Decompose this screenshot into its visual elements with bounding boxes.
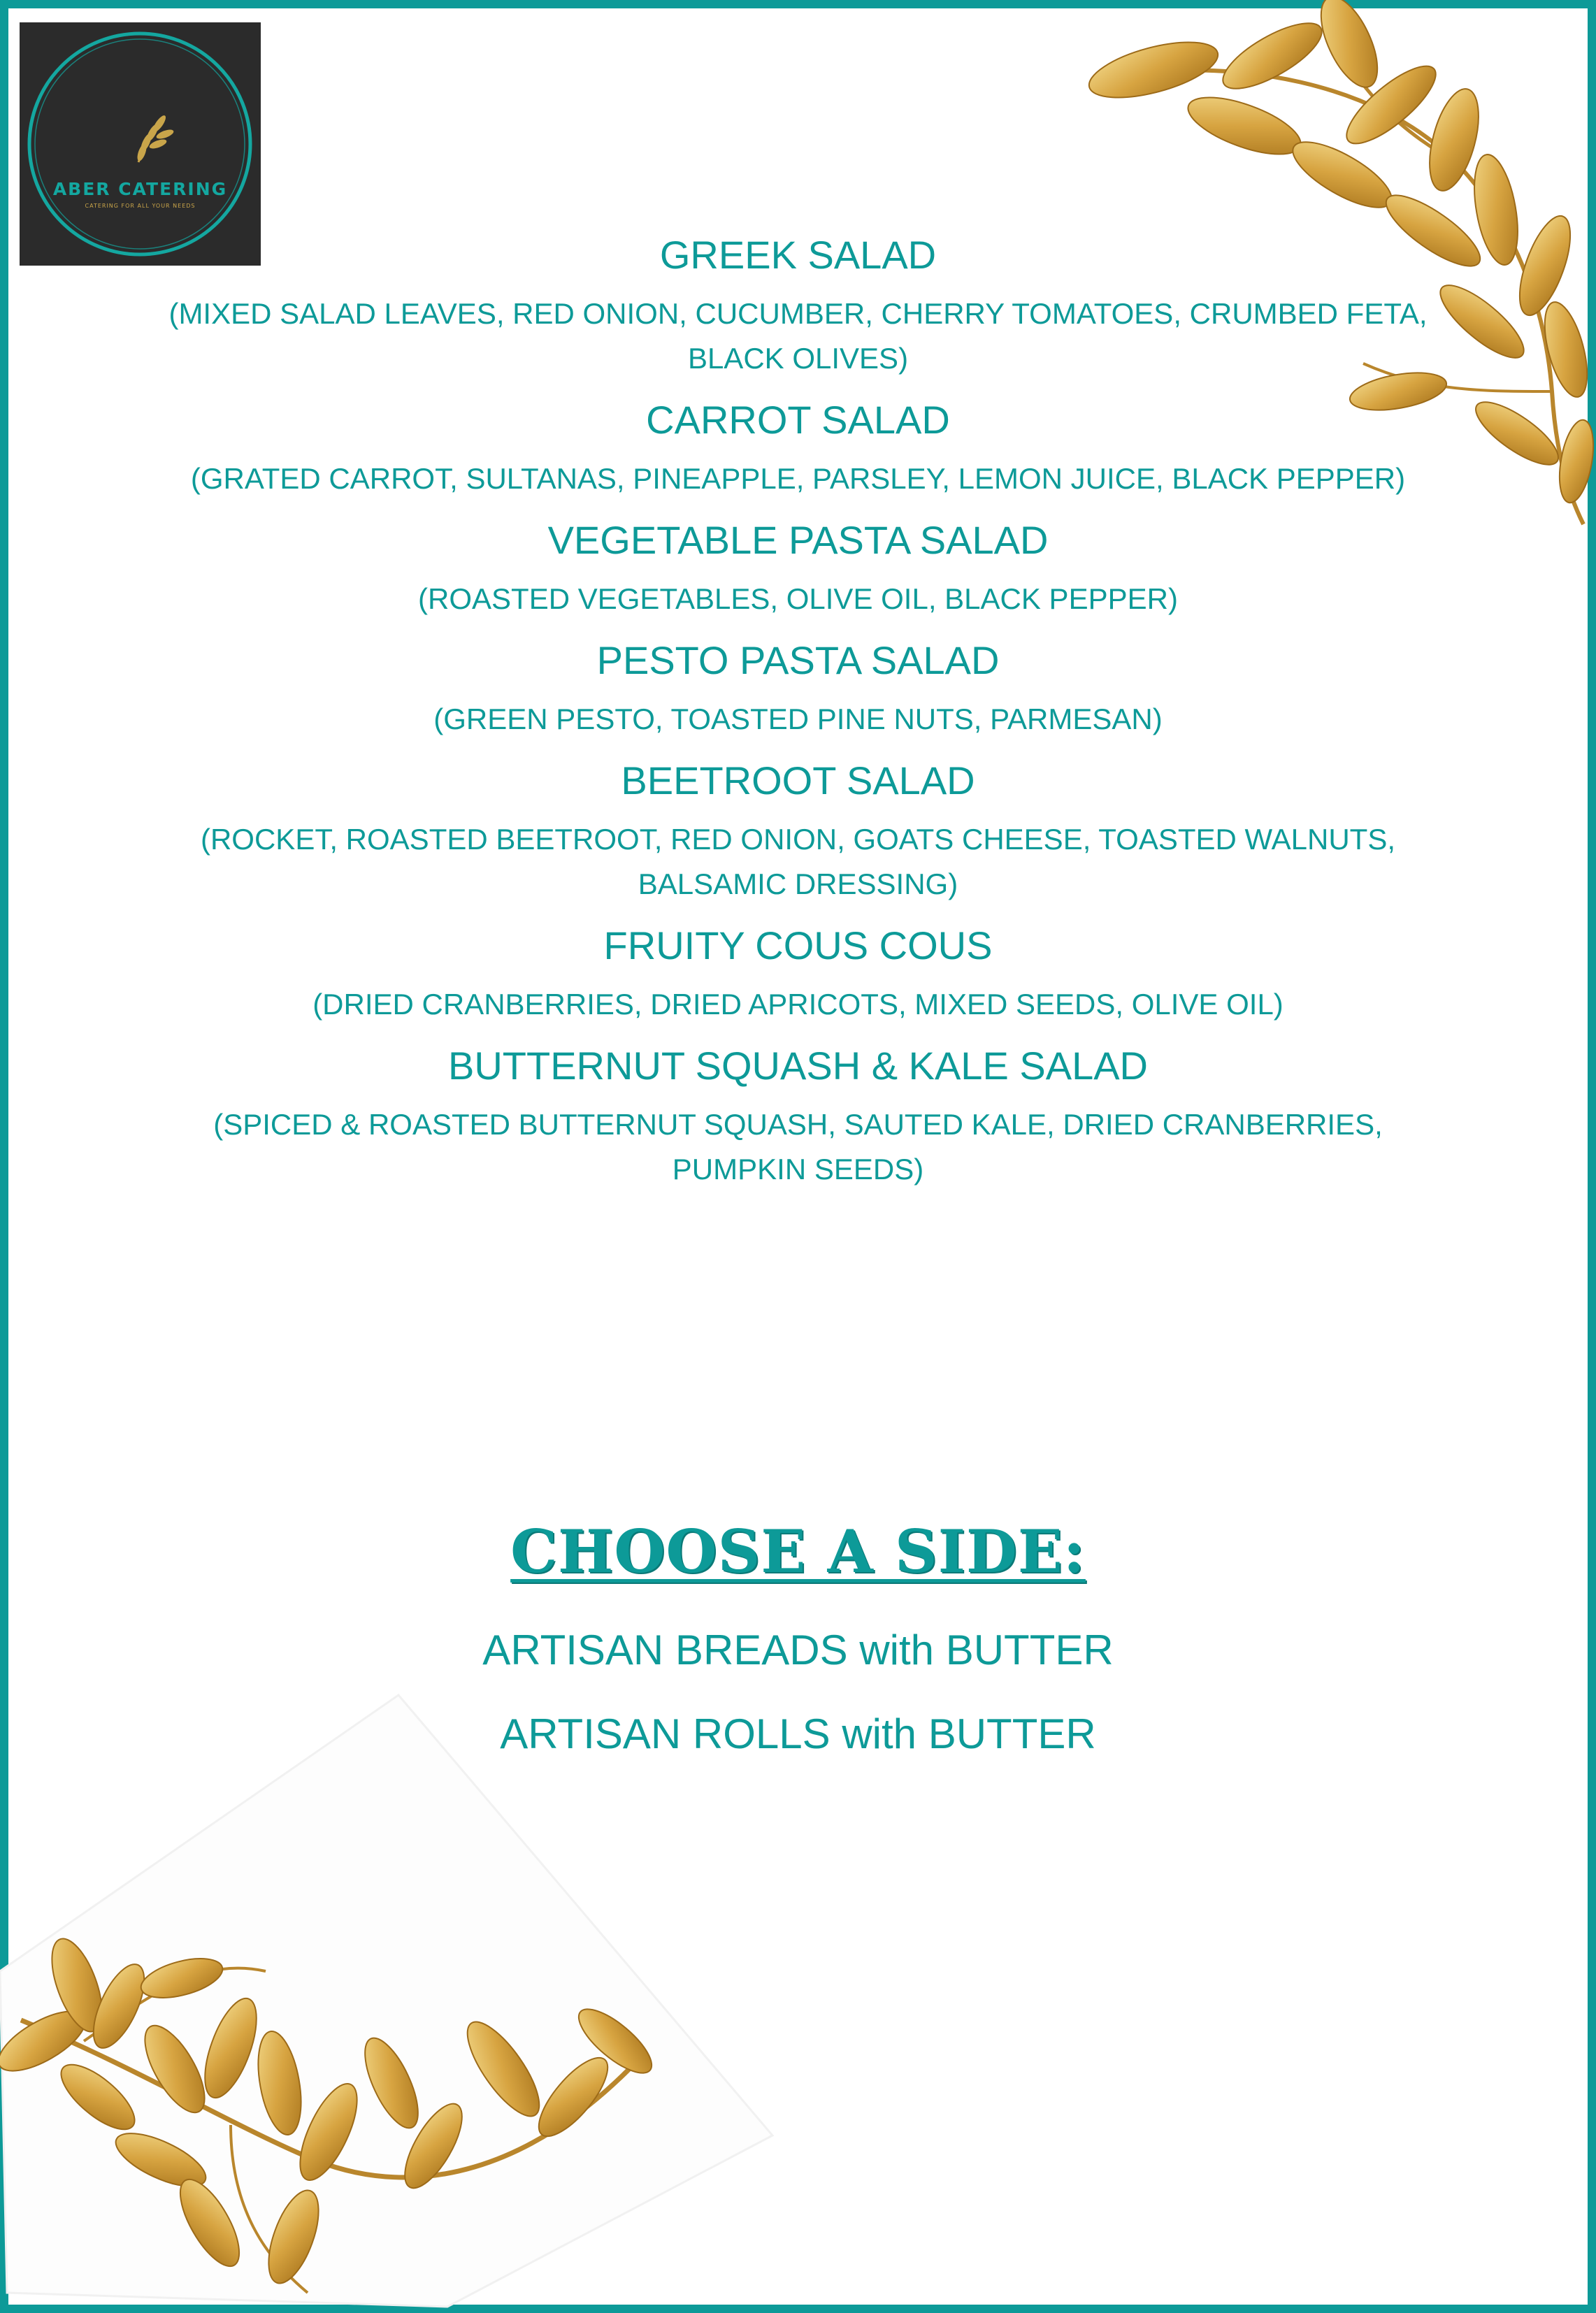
dish-description: (MIXED SALAD LEAVES, RED ONION, CUCUMBER, CHERRY TOMATOES, CRUMBED FETA, BLACK OLIVES) <box>168 297 1428 375</box>
sides-heading: CHOOSE A SIDE: <box>510 1517 1086 1586</box>
dish-description: (GREEN PESTO, TOASTED PINE NUTS, PARMESAN) <box>433 702 1163 735</box>
menu-item <box>126 1038 1470 1192</box>
dish-title: VEGETABLE PASTA SALAD <box>547 518 1049 562</box>
menu-item <box>126 633 1470 742</box>
menu-item <box>126 753 1470 907</box>
side-item: ARTISAN ROLLS with BUTTER <box>500 1710 1096 1757</box>
golden-leaves-icon <box>0 1678 783 2313</box>
menu-item <box>126 512 1470 621</box>
dish-title: GREEK SALAD <box>659 233 937 277</box>
dish-title: BEETROOT SALAD <box>621 758 975 802</box>
menu-item <box>126 392 1470 501</box>
dish-title: CARROT SALAD <box>646 398 950 442</box>
dish-description: (ROCKET, ROASTED BEETROOT, RED ONION, GOATS CHEESE, TOASTED WALNUTS, BALSAMIC DRESSING) <box>200 823 1396 900</box>
dish-title: FRUITY COUS COUS <box>603 923 993 967</box>
dish-title: BUTTERNUT SQUASH & KALE SALAD <box>448 1044 1148 1088</box>
dish-description: (SPICED & ROASTED BUTTERNUT SQUASH, SAUTED KALE, DRIED CRANBERRIES, PUMPKIN SEEDS) <box>213 1108 1383 1186</box>
salad-menu <box>126 227 1470 1203</box>
dish-description: (GRATED CARROT, SULTANAS, PINEAPPLE, PARSLEY, LEMON JUICE, BLACK PEPPER) <box>190 462 1406 495</box>
side-item: ARTISAN BREADS with BUTTER <box>482 1627 1114 1673</box>
logo-name: ABER CATERING <box>52 179 228 199</box>
dish-description: (ROASTED VEGETABLES, OLIVE OIL, BLACK PEPPER) <box>418 582 1178 615</box>
logo-tagline: CATERING FOR ALL YOUR NEEDS <box>85 203 196 209</box>
menu-item <box>126 918 1470 1027</box>
dish-description: (DRIED CRANBERRIES, DRIED APRICOTS, MIXED SEEDS, OLIVE OIL) <box>312 988 1284 1021</box>
menu-item <box>126 227 1470 381</box>
dish-title: PESTO PASTA SALAD <box>596 638 1000 682</box>
